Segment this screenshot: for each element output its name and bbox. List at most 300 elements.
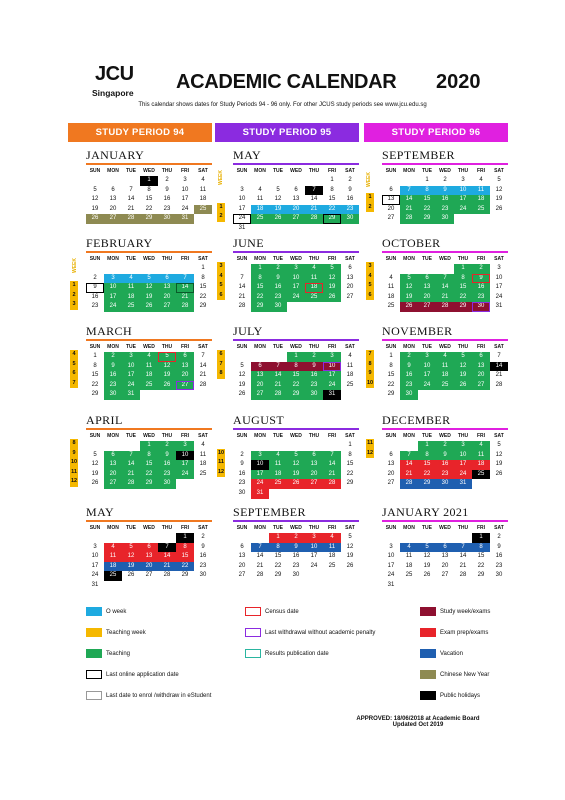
day-cell: 23 (495, 562, 503, 569)
day-cell: 10 (387, 553, 395, 560)
legend-swatch (86, 649, 102, 658)
day-cell: 15 (418, 195, 436, 205)
day-cell: 5 (454, 352, 472, 362)
day-cell: 6 (436, 543, 454, 553)
week-number: 6 (217, 350, 225, 360)
day-cell: 19 (269, 205, 287, 215)
day-cell: 23 (436, 205, 454, 215)
day-cell: 27 (238, 572, 246, 579)
day-cell: 2 (497, 534, 501, 540)
month-name: MAY (233, 148, 262, 162)
approval-line: APPROVED: 18/06/2018 at Academic Board (356, 716, 480, 722)
day-cell: 22 (176, 562, 194, 572)
day-cell: 17 (91, 562, 99, 569)
day-cell: 29 (323, 214, 341, 224)
weekday-header: FRI (180, 256, 190, 262)
day-grid (86, 441, 212, 489)
week-number: 8 (217, 369, 225, 379)
day-cell: 26 (238, 391, 246, 398)
day-cell: 13 (472, 362, 490, 372)
day-cell: 23 (91, 303, 99, 310)
day-cell: 17 (181, 196, 189, 203)
weekday-header-row (382, 343, 508, 352)
day-cell: 23 (238, 480, 246, 487)
weekday-header: TUE (273, 433, 283, 439)
day-cell: 20 (238, 562, 246, 569)
empty-cell (269, 352, 287, 362)
day-cell: 1 (454, 264, 472, 274)
week-number: 7 (366, 350, 374, 360)
day-cell: 4 (258, 186, 262, 193)
legend-label: Vacation (440, 650, 463, 657)
day-cell: 14 (269, 371, 287, 381)
day-cell: 29 (91, 391, 99, 398)
day-cell: 14 (176, 283, 194, 293)
week-numbers (366, 350, 374, 398)
day-cell: 20 (251, 381, 269, 391)
day-cell: 17 (310, 553, 318, 560)
day-cell: 23 (158, 470, 176, 480)
weekday-header: MON (107, 168, 119, 174)
day-cell: 8 (93, 362, 97, 369)
day-cell: 8 (330, 186, 334, 193)
day-cell: 11 (199, 451, 207, 458)
month-rule (86, 428, 212, 430)
empty-cell (400, 441, 418, 451)
legend-item (420, 627, 488, 638)
day-cell: 9 (269, 274, 287, 284)
day-cell: 19 (287, 470, 305, 480)
empty-cell (233, 264, 251, 274)
day-cell: 31 (122, 390, 140, 400)
month-name: JUNE (233, 236, 264, 250)
day-cell: 29 (199, 303, 207, 310)
day-cell: 7 (158, 543, 176, 553)
month-name: OCTOBER (382, 236, 441, 250)
day-cell: 18 (104, 562, 122, 572)
day-cell: 6 (240, 543, 244, 550)
weekday-header: MON (403, 525, 415, 531)
day-cell: 31 (387, 581, 395, 588)
day-cell: 24 (181, 205, 189, 212)
day-cell: 26 (158, 381, 176, 391)
day-cell: 29 (251, 302, 269, 312)
day-cell: 23 (269, 293, 287, 303)
day-cell: 24 (233, 214, 251, 224)
weekday-header: FRI (327, 433, 337, 439)
weekday-header: SUN (89, 525, 101, 531)
legend-swatch (86, 691, 102, 700)
day-cell: 8 (454, 274, 472, 284)
day-cell: 23 (292, 562, 300, 569)
month-name: SEPTEMBER (233, 505, 306, 519)
page-year: 2020 (436, 71, 481, 93)
day-cell: 3 (176, 441, 194, 451)
month-name: JANUARY (86, 148, 145, 162)
day-cell: 29 (181, 572, 189, 579)
day-cell: 10 (251, 460, 269, 470)
empty-cell (140, 264, 158, 274)
day-cell: 1 (425, 177, 429, 183)
day-cell: 14 (127, 196, 135, 203)
day-cell: 15 (346, 461, 354, 468)
day-cell: 23 (472, 293, 490, 303)
month-rule (233, 428, 359, 430)
weekday-header: WED (143, 433, 155, 439)
weekday-header: SUN (385, 256, 397, 262)
weekday-header: WED (143, 525, 155, 531)
day-cell: 16 (104, 371, 122, 381)
day-cell: 15 (176, 552, 194, 562)
day-grid (86, 264, 212, 312)
empty-cell (104, 264, 122, 274)
day-cell: 22 (477, 562, 485, 569)
week-number (217, 184, 225, 194)
day-cell: 4 (389, 274, 393, 281)
day-cell: 3 (251, 451, 269, 461)
day-cell: 21 (127, 205, 135, 212)
day-cell: 1 (389, 353, 393, 359)
day-grid (86, 533, 212, 591)
day-cell: 31 (91, 581, 99, 588)
weekday-header: WED (439, 168, 451, 174)
weekday-header: TUE (126, 433, 136, 439)
legend-label: Public holidays (440, 692, 481, 699)
day-cell: 10 (176, 451, 194, 461)
day-cell: 21 (495, 372, 503, 379)
day-cell: 18 (328, 553, 336, 560)
day-cell: 1 (269, 533, 287, 543)
legend-label: Last online application date (106, 671, 179, 678)
weekday-header: TUE (126, 344, 136, 350)
week-number: 3 (70, 300, 78, 310)
weekday-header: WED (290, 433, 302, 439)
day-cell: 3 (183, 177, 187, 183)
day-cell: 6 (348, 265, 352, 271)
day-grid (382, 533, 508, 591)
month-rule (233, 163, 359, 165)
weekday-header: THU (457, 344, 469, 350)
day-cell: 23 (305, 381, 323, 391)
empty-cell (86, 441, 104, 451)
legend-item (245, 648, 329, 659)
weekday-header: SAT (494, 433, 504, 439)
day-cell: 31 (176, 214, 194, 224)
weekday-header: SUN (89, 168, 101, 174)
month-block (233, 413, 359, 499)
day-cell: 21 (400, 470, 418, 480)
day-cell: 7 (400, 186, 418, 196)
weekday-header: SAT (494, 168, 504, 174)
weekday-header: SUN (385, 433, 397, 439)
day-cell: 8 (418, 186, 436, 196)
header (0, 63, 565, 107)
day-cell: 10 (238, 196, 246, 203)
weekday-header: TUE (273, 344, 283, 350)
day-cell: 29 (346, 480, 354, 487)
day-cell: 28 (323, 479, 341, 489)
day-cell: 27 (104, 479, 122, 489)
week-number (217, 439, 225, 449)
week-number: 5 (70, 360, 78, 370)
empty-cell (158, 533, 176, 543)
weekday-header: THU (457, 256, 469, 262)
legend-swatch (86, 628, 102, 637)
day-cell: 7 (129, 186, 133, 193)
day-cell: 26 (287, 479, 305, 489)
week-number: 3 (217, 262, 225, 272)
empty-cell (158, 264, 176, 274)
day-cell: 21 (199, 372, 207, 379)
empty-cell (269, 441, 287, 451)
week-number: 12 (217, 468, 225, 478)
empty-cell (382, 264, 400, 274)
day-cell: 9 (165, 186, 169, 193)
month-rule (382, 428, 508, 430)
weekday-header: MON (107, 525, 119, 531)
weekday-header: FRI (180, 168, 190, 174)
day-cell: 7 (269, 362, 287, 372)
weekday-header: MON (403, 433, 415, 439)
weekday-header: SAT (494, 525, 504, 531)
weekday-header: THU (457, 433, 469, 439)
day-cell: 5 (240, 362, 244, 369)
weekday-header: WED (290, 168, 302, 174)
week-numbers (217, 350, 225, 398)
day-cell: 15 (477, 553, 485, 560)
day-cell: 13 (109, 196, 117, 203)
day-cell: 29 (140, 479, 158, 489)
weekday-header-row (233, 524, 359, 533)
day-cell: 15 (328, 196, 336, 203)
day-cell: 10 (305, 543, 323, 553)
week-number (366, 468, 374, 478)
day-cell: 14 (122, 460, 140, 470)
weekday-header: TUE (422, 256, 432, 262)
day-cell: 13 (292, 196, 300, 203)
day-cell: 13 (238, 553, 246, 560)
day-cell: 22 (323, 205, 341, 215)
weekday-header-row (382, 167, 508, 176)
empty-cell (104, 176, 122, 186)
day-cell: 28 (495, 381, 503, 388)
weekday-header: SUN (89, 344, 101, 350)
week-number: 1 (217, 203, 225, 213)
day-cell: 16 (91, 293, 99, 300)
month-rule (233, 520, 359, 522)
day-cell: 25 (405, 572, 413, 579)
day-cell: 1 (287, 352, 305, 362)
day-cell: 16 (400, 371, 418, 381)
day-cell: 20 (305, 470, 323, 480)
day-cell: 26 (269, 214, 287, 224)
day-cell: 10 (91, 553, 99, 560)
week-number: 10 (217, 449, 225, 459)
day-cell: 9 (348, 186, 352, 193)
day-cell: 3 (240, 186, 244, 193)
day-cell: 8 (176, 543, 194, 553)
week-number: 5 (217, 281, 225, 291)
logo-location: Singapore (92, 88, 134, 98)
day-cell: 14 (400, 460, 418, 470)
day-cell: 7 (240, 274, 244, 281)
day-cell: 17 (454, 460, 472, 470)
day-cell: 1 (140, 441, 158, 451)
day-cell: 20 (104, 470, 122, 480)
day-cell: 7 (176, 274, 194, 284)
month-name: JULY (233, 324, 263, 338)
day-cell: 1 (201, 265, 205, 271)
day-cell: 20 (109, 205, 117, 212)
day-cell: 1 (330, 177, 334, 183)
day-cell: 23 (104, 381, 122, 391)
weekday-header: WED (290, 344, 302, 350)
day-grid (233, 264, 359, 312)
day-cell: 12 (158, 362, 176, 372)
day-cell: 12 (454, 362, 472, 372)
day-cell: 9 (436, 451, 454, 461)
week-number: 3 (366, 262, 374, 272)
weekday-header: SAT (198, 256, 208, 262)
day-cell: 18 (346, 372, 354, 379)
day-cell: 3 (497, 265, 501, 271)
day-cell: 26 (495, 470, 503, 477)
day-cell: 28 (163, 572, 171, 579)
day-cell: 6 (472, 352, 490, 362)
day-cell: 19 (454, 371, 472, 381)
day-cell: 7 (323, 451, 341, 461)
day-cell: 17 (104, 293, 122, 303)
day-cell: 8 (348, 451, 352, 458)
day-cell: 10 (495, 274, 503, 281)
day-cell: 23 (436, 470, 454, 480)
day-cell: 27 (387, 480, 395, 487)
day-cell: 21 (305, 205, 323, 215)
day-cell: 11 (405, 553, 413, 560)
day-cell: 18 (251, 205, 269, 215)
day-cell: 18 (405, 562, 413, 569)
day-grid (382, 352, 508, 400)
day-cell: 29 (418, 479, 436, 489)
weekday-header: FRI (476, 433, 486, 439)
day-cell: 6 (294, 186, 298, 193)
day-cell: 5 (276, 186, 280, 193)
day-cell: 21 (238, 293, 246, 300)
legend-label: Exam prep/exams (440, 629, 489, 636)
day-cell: 26 (91, 480, 99, 487)
day-cell: 5 (497, 177, 501, 183)
day-cell: 7 (454, 543, 472, 553)
day-cell: 19 (346, 553, 354, 560)
day-cell: 16 (346, 196, 354, 203)
day-cell: 26 (323, 293, 341, 303)
week-vertical-label: WEEK (366, 172, 372, 187)
day-cell: 7 (122, 451, 140, 461)
day-cell: 13 (387, 461, 395, 468)
month-name: APRIL (86, 413, 123, 427)
day-cell: 11 (140, 362, 158, 372)
legend-item (86, 627, 146, 638)
empty-cell (251, 352, 269, 362)
weekday-header: TUE (422, 344, 432, 350)
day-cell: 25 (305, 293, 323, 303)
day-cell: 3 (418, 352, 436, 362)
weekday-header: WED (290, 525, 302, 531)
day-cell: 10 (104, 283, 122, 293)
day-cell: 21 (122, 470, 140, 480)
day-cell: 24 (495, 293, 503, 300)
week-numbers (217, 262, 225, 310)
day-cell: 4 (436, 352, 454, 362)
day-cell: 2 (472, 264, 490, 274)
day-cell: 27 (104, 214, 122, 224)
day-cell: 27 (145, 572, 153, 579)
day-cell: 24 (251, 479, 269, 489)
day-cell: 21 (256, 562, 264, 569)
weekday-header: THU (308, 256, 320, 262)
month-rule (86, 163, 212, 165)
empty-cell (382, 176, 400, 186)
day-cell: 4 (269, 451, 287, 461)
legend-swatch (420, 649, 436, 658)
day-cell: 28 (176, 302, 194, 312)
day-grid (233, 176, 359, 234)
day-cell: 13 (140, 552, 158, 562)
week-number: 12 (366, 449, 374, 459)
day-cell: 2 (165, 177, 169, 183)
day-cell: 4 (201, 177, 205, 183)
weekday-header: WED (143, 344, 155, 350)
day-cell: 30 (472, 302, 490, 312)
day-cell: 30 (158, 479, 176, 489)
empty-cell (122, 441, 140, 451)
day-cell: 6 (305, 451, 323, 461)
day-cell: 28 (256, 572, 264, 579)
week-numbers (366, 262, 374, 310)
week-number: 2 (70, 291, 78, 301)
day-cell: 3 (287, 264, 305, 274)
day-cell: 9 (287, 543, 305, 553)
week-numbers (366, 439, 374, 487)
day-cell: 1 (93, 353, 97, 359)
day-cell: 19 (323, 283, 341, 293)
weekday-header: THU (308, 344, 320, 350)
weekday-header: MON (107, 344, 119, 350)
day-cell: 30 (238, 489, 246, 496)
week-number (217, 300, 225, 310)
day-cell: 3 (122, 352, 140, 362)
weekday-header: FRI (180, 344, 190, 350)
month-rule (233, 251, 359, 253)
day-cell: 3 (104, 274, 122, 284)
day-cell: 5 (122, 543, 140, 553)
day-cell: 26 (86, 214, 104, 224)
day-cell: 14 (256, 553, 264, 560)
day-cell: 24 (418, 381, 436, 391)
month-rule (86, 251, 212, 253)
weekday-header: TUE (273, 525, 283, 531)
day-cell: 16 (269, 283, 287, 293)
month-name: MAY (86, 505, 115, 519)
legend-item (86, 648, 130, 659)
day-cell: 17 (251, 470, 269, 480)
day-cell: 30 (436, 479, 454, 489)
day-cell: 10 (181, 186, 189, 193)
day-cell: 24 (387, 572, 395, 579)
day-cell: 12 (122, 552, 140, 562)
legend-item (245, 627, 375, 638)
day-cell: 12 (495, 451, 503, 458)
